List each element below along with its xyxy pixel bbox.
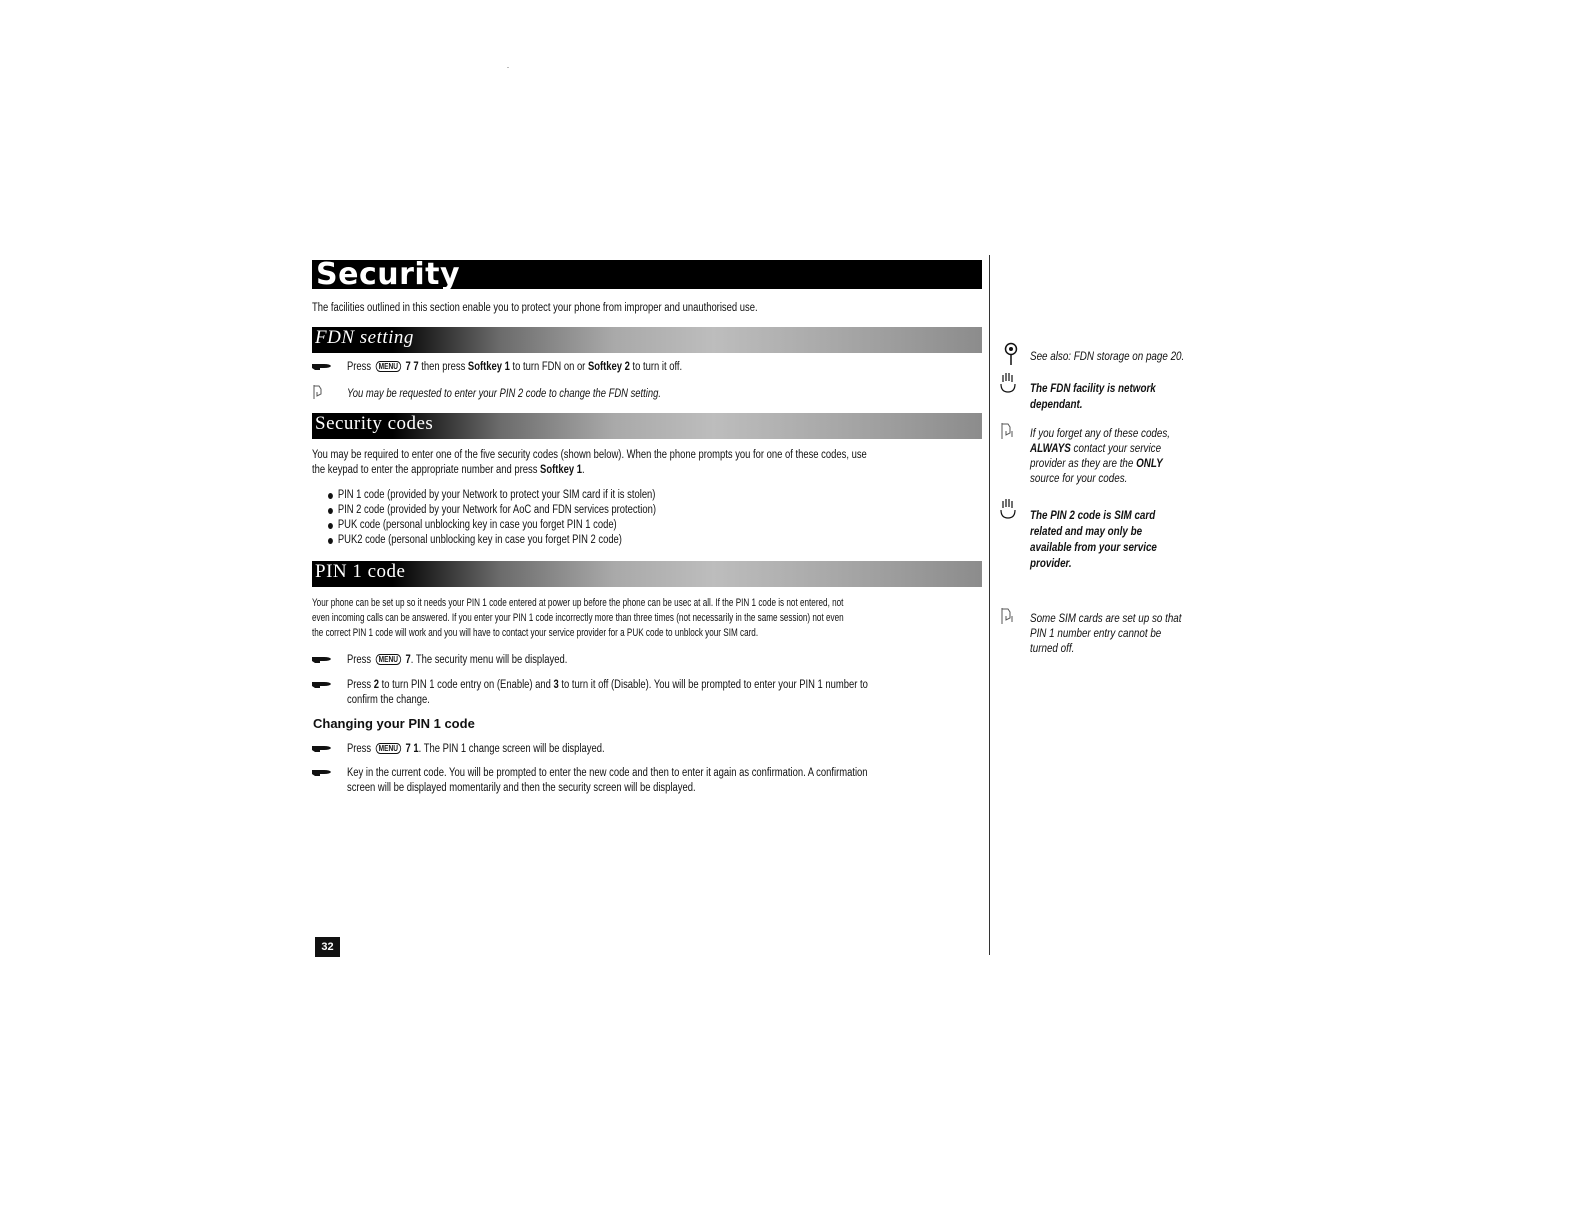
note-text: provider as they are the [1030,456,1137,470]
menu-key-icon: MENU [375,654,401,665]
step-line [347,678,868,693]
step-text: Press [347,679,374,691]
step-text: Press [347,361,372,373]
softkey1-label: Softkey 1 [467,361,510,373]
pointing-hand-icon [312,679,332,689]
list-item: PIN 1 code (provided by your Network to protect your SIM card if it is stolen) [328,488,656,503]
menu-key-icon: MENU [375,743,401,754]
pin1-heading: PIN 1 code [315,561,406,582]
network-note: The FDN facility is network dependant. [1030,381,1156,411]
codes-paragraph: You may be required to enter one of the five security codes (shown below). When the phone prompts you for one of these codes, use the keypad to enter the appropriate number and press Softkey 1. [312,449,867,476]
step-text: then press [418,361,468,373]
column-divider [989,255,990,955]
step-text: Press [347,654,372,666]
page-number: 32 [315,937,340,957]
raised-hand-icon [998,372,1018,394]
pointing-hand-icon [312,767,332,777]
step-line: confirm the change. [347,694,430,706]
softkey1-label: Softkey 1 [540,464,582,476]
emphasis: ONLY [1136,456,1163,470]
fdn-step [312,360,982,376]
pin1-step-1 [312,653,982,669]
step-text: to turn it off. [629,361,683,373]
softkey2-label: Softkey 2 [587,361,630,373]
pointing-hand-icon [312,743,332,753]
key-sequence: 7 [405,654,411,666]
emphasis: ALWAYS [1030,441,1071,455]
step-text: . The PIN 1 change screen will be displayed. [418,743,605,755]
forget-codes-note: If you forget any of these codes, ALWAYS contact your service provider as they are the ONLY source for your codes. [1030,426,1171,485]
pin1-step-3 [312,742,982,758]
list-item: PUK code (personal unblocking key in case you forget PIN 1 code) [328,518,656,533]
magnifier-info-icon [1004,342,1018,366]
key-sequence: 2 [373,679,379,691]
pin1-paragraph: Your phone can be set up so it needs your PIN 1 code entered at power up before the phone can be usec at all. If the PIN 1 code is not entered, not even incoming calls can be answered. If you enter your PIN 1 code incorrectly more than three times (not necessarily in the same session) not even the correct PIN 1 code will work and you will have to contact your service provider for a PUK code to unblock your SIM card. [312,597,844,639]
step-line: Key in the current code. You will be prompted to enter the new code and then to enter it again as confirmation. A confirmation [347,767,868,779]
note-icon [1000,422,1016,440]
codes-section-header [312,413,982,439]
pin1-step-4 [312,766,982,798]
codes-list [328,488,728,548]
key-sequence: 7 7 [405,361,419,373]
para-text: the keypad to enter the appropriate number and press [312,464,541,476]
list-item: PIN 2 code (provided by your Network for AoC and FDN services protection) [328,503,656,518]
step-text: Press [347,743,372,755]
list-item: PUK2 code (personal unblocking key in case you forget PIN 2 code) [328,533,656,548]
note-icon [312,384,326,400]
see-also-note: See also: FDN storage on page 20. [1030,349,1185,363]
pin1-step-2 [312,678,982,710]
pin1-section-header [312,561,982,587]
codes-heading: Security codes [315,413,434,434]
para-text: . [581,464,585,476]
step-text: . The security menu will be displayed. [410,654,568,666]
note-icon [1000,607,1016,625]
sim-cards-note: Some SIM cards are set up so that PIN 1 number entry cannot be turned off. [1030,611,1182,655]
step-text: to turn FDN on or [509,361,588,373]
change-pin1-heading: Changing your PIN 1 code [313,716,475,731]
pointing-hand-icon [312,654,332,664]
key-sequence: 7 1 [405,743,419,755]
fdn-heading: FDN setting [315,327,414,348]
menu-key-icon: MENU [375,361,401,372]
note-text: contact your service [1070,441,1162,455]
scan-speck [507,67,509,68]
raised-hand-icon [998,498,1018,520]
pin2-note: The PIN 2 code is SIM card related and may only be available from your service provider. [1030,508,1157,570]
key-sequence: 3 [553,679,559,691]
step-text: to turn it off (Disable). You will be prompted to enter your PIN 1 number to [558,679,868,691]
step-line: screen will be displayed momentarily and then the security screen will be displayed. [347,782,696,794]
fdn-section-header [312,327,982,353]
page-title: Security [316,257,461,292]
intro-text: The facilities outlined in this section enable you to protect your phone from improper and unauthorised use. [312,302,758,314]
step-text: to turn PIN 1 code entry on (Enable) and [378,679,554,691]
pointing-hand-icon [312,361,332,371]
page-title-bar [312,257,982,292]
